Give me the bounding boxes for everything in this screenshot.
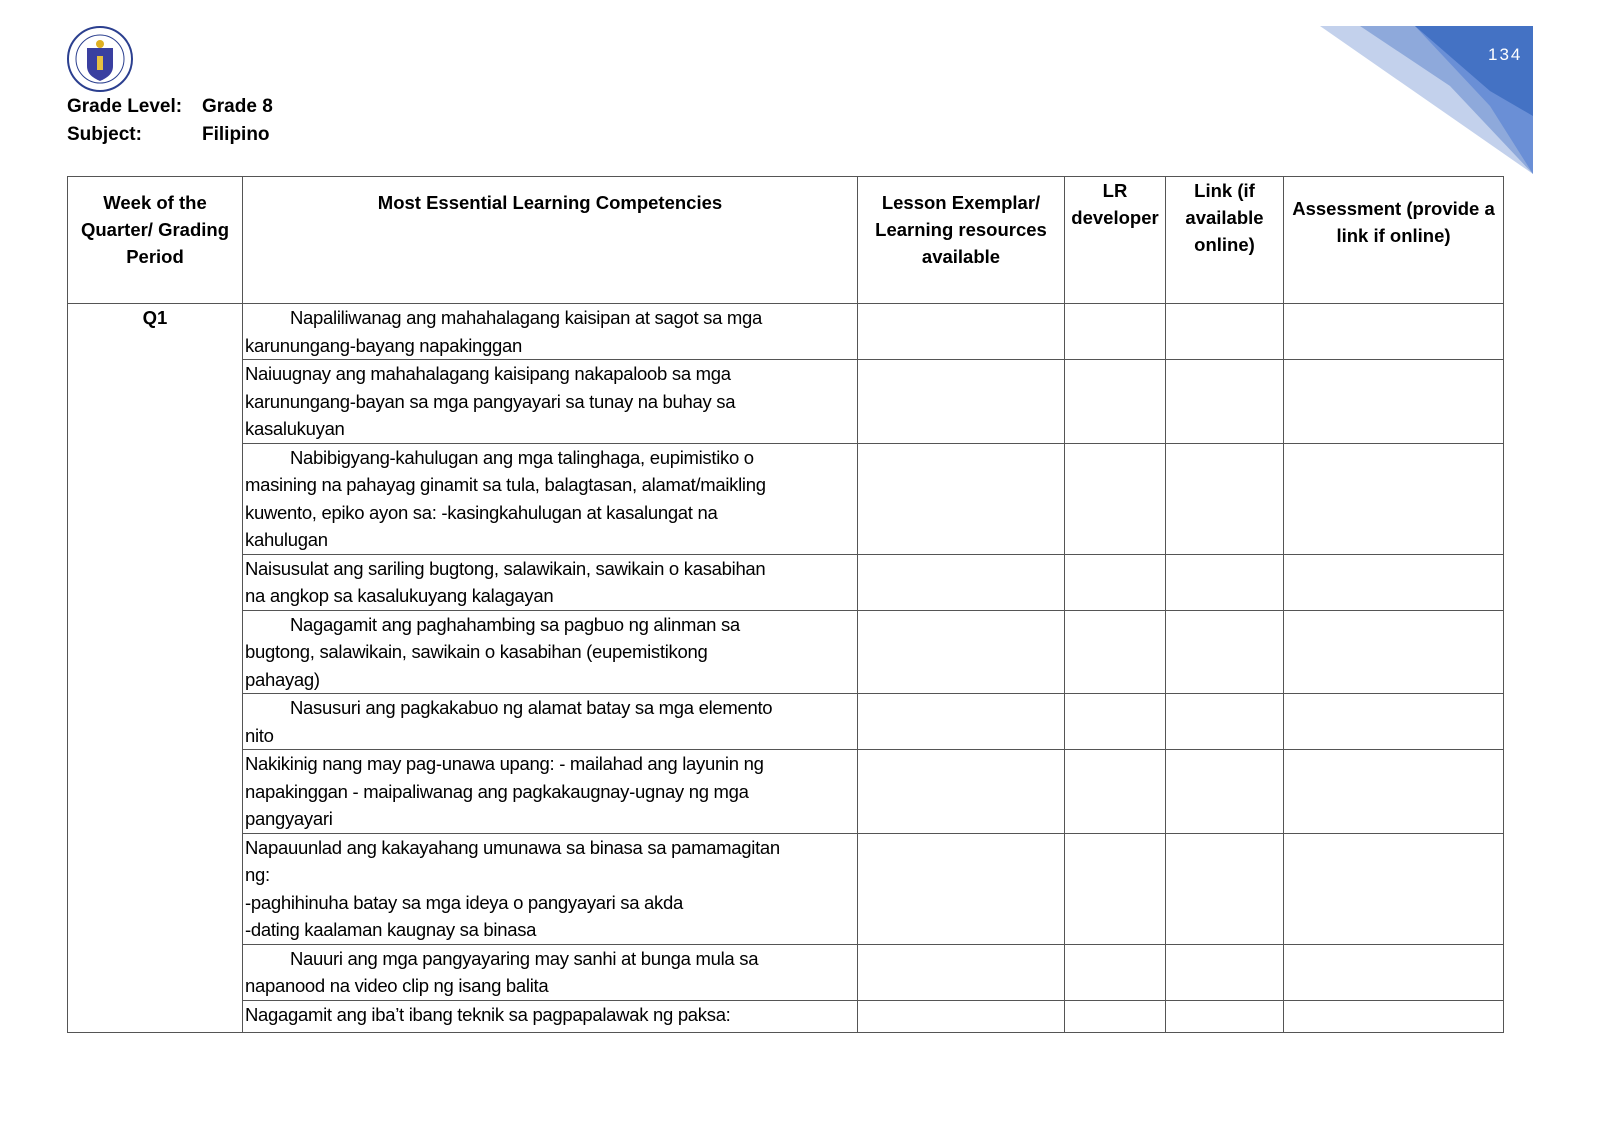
lesson-exemplar-cell[interactable] (858, 443, 1065, 554)
lr-developer-cell[interactable] (1065, 554, 1166, 610)
table-row (68, 1000, 1504, 1032)
lr-developer-cell[interactable] (1065, 833, 1166, 944)
competency-cell: Nagagamit ang iba’t ibang teknik sa pagpapalawak ng paksa: (243, 1000, 858, 1032)
grade-level-label: Grade Level: (67, 96, 183, 117)
assessment-cell[interactable] (1284, 610, 1504, 694)
subject-value: Filipino (202, 124, 270, 145)
assessment-cell[interactable] (1284, 833, 1504, 944)
lesson-exemplar-cell[interactable] (858, 750, 1065, 834)
table-row (68, 360, 1504, 444)
competency-cell: Nakikinig nang may pag-unawa upang: - mailahad ang layunin ng napakinggan - maipaliwanag ang pagkakaugnay-ugnay ng mga pangyayari (243, 750, 858, 834)
lr-developer-cell[interactable] (1065, 750, 1166, 834)
lesson-exemplar-cell[interactable] (858, 554, 1065, 610)
competency-cell: Napauunlad ang kakayahang umunawa sa binasa sa pamamagitan ng: -paghihinuha batay sa mga ideya o pangyayari sa akda -dating kaalaman kaugnay sa binasa (243, 833, 858, 944)
competency-cell: Nagagamit ang paghahambing sa pagbuo ng alinman sa bugtong, salawikain, sawikain o kasabihan (eupemistikong pahayag) (243, 610, 858, 694)
link-cell[interactable] (1166, 750, 1284, 834)
link-cell[interactable] (1166, 833, 1284, 944)
competency-cell: Naiuugnay ang mahahalagang kaisipang nakapaloob sa mga karunungang-bayan sa mga pangyayari sa tunay na buhay sa kasalukuyan (243, 360, 858, 444)
link-cell[interactable] (1166, 1000, 1284, 1032)
header-lr-developer: LR developer (1065, 177, 1166, 304)
competency-cell: Nauuri ang mga pangyayaring may sanhi at bunga mula sa napanood na video clip ng isang balita (243, 944, 858, 1000)
page-number: 134 (1488, 45, 1523, 64)
link-cell[interactable] (1166, 443, 1284, 554)
assessment-cell[interactable] (1284, 944, 1504, 1000)
lesson-exemplar-cell[interactable] (858, 694, 1065, 750)
corner-decoration (1320, 26, 1570, 186)
lr-developer-cell[interactable] (1065, 694, 1166, 750)
lr-developer-cell[interactable] (1065, 610, 1166, 694)
table-row (68, 554, 1504, 610)
link-cell[interactable] (1166, 304, 1284, 360)
lr-developer-cell[interactable] (1065, 1000, 1166, 1032)
header-assessment: Assessment (provide a link if online) (1284, 177, 1504, 304)
assessment-cell[interactable] (1284, 750, 1504, 834)
table-row (68, 304, 1504, 360)
header-week: Week of the Quarter/ Grading Period (68, 177, 243, 304)
lr-developer-cell[interactable] (1065, 443, 1166, 554)
lesson-exemplar-cell[interactable] (858, 304, 1065, 360)
link-cell[interactable] (1166, 944, 1284, 1000)
table-row (68, 944, 1504, 1000)
grade-level-line (67, 96, 273, 118)
assessment-cell[interactable] (1284, 304, 1504, 360)
competency-cell: Nasusuri ang pagkakabuo ng alamat batay sa mga elemento nito (243, 694, 858, 750)
competency-cell: Naisusulat ang sariling bugtong, salawikain, sawikain o kasabihan na angkop sa kasalukuyang kalagayan (243, 554, 858, 610)
lesson-exemplar-cell[interactable] (858, 610, 1065, 694)
table-header-row (68, 177, 1504, 304)
subject-line (67, 124, 270, 146)
lesson-exemplar-cell[interactable] (858, 1000, 1065, 1032)
table-row (68, 833, 1504, 944)
lesson-exemplar-cell[interactable] (858, 944, 1065, 1000)
lesson-exemplar-cell[interactable] (858, 360, 1065, 444)
competency-cell: Nabibigyang-kahulugan ang mga talinghaga, eupimistiko o masining na pahayag ginamit sa tula, balagtasan, alamat/maikling kuwento, epiko ayon sa: -kasingkahulugan at kasalungat na kahulugan (243, 443, 858, 554)
table-row (68, 443, 1504, 554)
competency-table (67, 176, 1504, 1033)
lr-developer-cell[interactable] (1065, 944, 1166, 1000)
lesson-exemplar-cell[interactable] (858, 833, 1065, 944)
assessment-cell[interactable] (1284, 1000, 1504, 1032)
link-cell[interactable] (1166, 360, 1284, 444)
table-row (68, 694, 1504, 750)
grade-level-value: Grade 8 (202, 96, 273, 117)
assessment-cell[interactable] (1284, 554, 1504, 610)
competency-cell: Napaliliwanag ang mahahalagang kaisipan at sagot sa mga karunungang-bayang napakinggan (243, 304, 858, 360)
assessment-cell[interactable] (1284, 443, 1504, 554)
link-cell[interactable] (1166, 554, 1284, 610)
subject-label: Subject: (67, 124, 142, 145)
deped-seal-logo (67, 26, 133, 92)
assessment-cell[interactable] (1284, 694, 1504, 750)
quarter-cell: Q1 (68, 304, 243, 1033)
link-cell[interactable] (1166, 694, 1284, 750)
header-link: Link (if available online) (1166, 177, 1284, 304)
header-lesson-exemplar: Lesson Exemplar/ Learning resources available (858, 177, 1065, 304)
link-cell[interactable] (1166, 610, 1284, 694)
assessment-cell[interactable] (1284, 360, 1504, 444)
lr-developer-cell[interactable] (1065, 304, 1166, 360)
table-row (68, 610, 1504, 694)
table-row (68, 750, 1504, 834)
header-competencies: Most Essential Learning Competencies (243, 177, 858, 304)
lr-developer-cell[interactable] (1065, 360, 1166, 444)
